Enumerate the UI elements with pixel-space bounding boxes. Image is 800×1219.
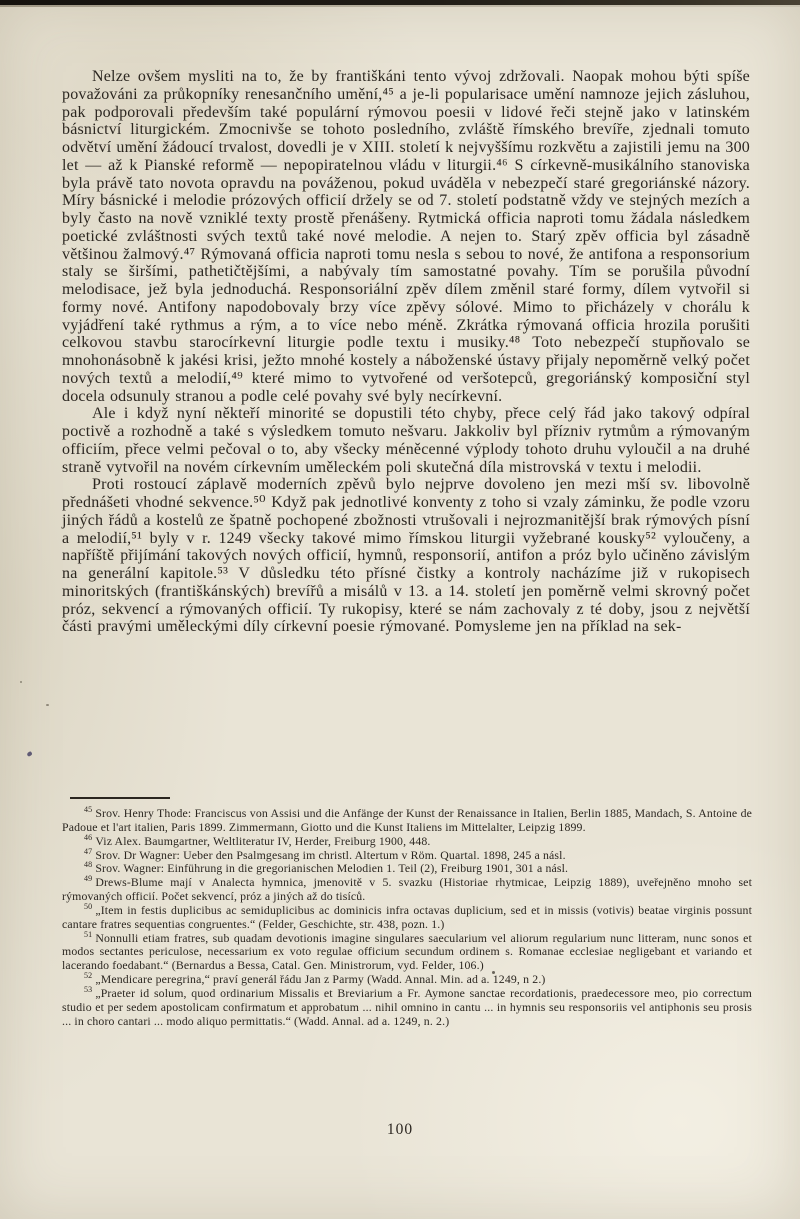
- body-paragraph-1: Nelze ovšem mysliti na to, že by františkáni tento vývoj zdržovali. Naopak mohou býti spíše považováni za průkopníky renesančního umění,⁴⁵ a je-li popularisace umění namnoze jejich zásluhou, pak podporovali především také populární rýmovou poesii v lidové řeči stejně jako v latinském básnictví liturgickém. Zmocnivše se tohoto posledního, zvláště římského brevíře, zjednali tomuto odvětví umění žádoucí trvalost, dovedli je v XIII. století k nejvyššímu rozkvětu a zajistili jemu na 300 let — až k Pianské reformě — nepopiratelnou vládu v liturgii.⁴⁶ S církevně-musikálního stanoviska byla právě tato novota opravdu na pováženou, pokud uváděla v nebezpečí staré gregoriánské názory. Míry básnické i melodie prózových officií držely se od 7. století podstatně vždy ve stejných mezích a byly často na nově vzniklé texty prostě přenášeny. Rytmická officia naproti tomu žádala následkem poetické zvláštnosti svých textů také nové melodie. A nejen to. Starý zpěv officia byl zásadně většinou žalmový.⁴⁷ Rýmovaná officia naproti tomu nesla s sebou to nové, že antifona a responsorium staly se širšími, pathetičtějšími, a nabývaly tím samostatné povahy. Tím se porušila původní melodisace, jež byla jednoduchá. Responsoriální zpěv dílem změnil staré formy, dílem vytvořil si formy nové. Antifony napodobovaly brzy více zpěvy sólové. Mimo to přicházely v chorálu k vyjádření také rythmus a rým, a to více nebo méně. Zkrátka rýmovaná officia hrozila porušiti celkovou stavbu starocírkevní liturgie podle textu i musiky.⁴⁸ Toto nebezpečí stupňovalo se mnohonásobně k jakési krisi, ježto mnohé kostely a náboženské ústavy přijaly nepoměrně velký počet nových textů a melodií,⁴⁹ které mimo to vytvořené od veršotepců, gregoriánský komposiční styl docela odsunuly stranou a podle celé povahy své byly necírkevní.: [62, 68, 750, 405]
- footnote-number: 48: [84, 860, 93, 870]
- main-text-block: [62, 68, 750, 636]
- ink-speck: [20, 681, 22, 683]
- footnote-text: Srov. Dr Wagner: Ueber den Psalmgesang im christl. Altertum v Röm. Quartal. 1898, 245 a násl.: [95, 847, 566, 862]
- footnote-text: Srov. Henry Thode: Franciscus von Assisi und die Anfänge der Kunst der Renaissance in Italien, Berlin 1885, Mandach, S. Antoine de Padoue et l'art italien, Paris 1899. Zimmermann, Giotto und die Kunst Italiens im Mittelalter, Leipzig 1899.: [62, 806, 752, 834]
- footnote-number: 50: [84, 901, 93, 911]
- footnote-50: [62, 901, 752, 932]
- page-number: 100: [386, 1121, 414, 1138]
- body-paragraph-2: Ale i když nyní někteří minorité se dopustili této chyby, přece celý řád jako takový odpíral poctivě a rozhodně a také s výsledkem tomuto nešvaru. Jakkoliv byl přízniv rytmům a rýmovaným officiím, přece velmi pečoval o to, aby všecky méněcenné výplody tohoto druhu vyloučil a na druhé straně vytvořil na novém církevním uměleckém poli skutečná díla mistrovská v textu i melodii.: [62, 405, 750, 476]
- footnote-text: Viz Alex. Baumgartner, Weltliteratur IV, Herder, Freiburg 1900, 448.: [95, 833, 431, 848]
- footnote-text: „Item in festis duplicibus ac semiduplicibus ac dominicis infra octavas duplicium, sed et in missis (votivis) beatae virginis possunt cantare fratres sequentias congruentes.“ (Felder, Geschichte, str. 438, pozn. 1.): [62, 902, 752, 931]
- footnote-number: 51: [84, 929, 93, 939]
- footnote-separator-rule: [70, 797, 170, 799]
- body-paragraph-3: Proti rostoucí záplavě moderních zpěvů bylo nejprve dovoleno jen mezi mší sv. libovolně přednášeti vhodné sekvence.⁵⁰ Když pak jednotlivé konventy z toho si vzaly záminku, že podle vzoru jiných řádů a kostelů ze špatně pochopené zbožnosti vtrušovali i nejrozmanitější brak rýmových písní a melodií,⁵¹ byly v r. 1249 všecky takové mimo římskou liturgii vyžebrané kousky⁵² vyloučeny, a napříště přijímání takových nových officií, hymnů, responsorií, antifon a próz bylo učiněno závislým na generální kapitole.⁵³ V důsledku této přísné čistky a kontroly nacházíme již v rukopisech minoritských (františkánských) brevířů a misálů v 13. a 14. století jen poměrně velmi skrovný počet próz, sekvencí a rýmovaných officií. Ty rukopisy, které se nám zachovaly z té doby, jsou z největší části pravými uměleckými díly církevní poesie rýmované. Pomysleme jen na příklad na sek-: [62, 476, 750, 636]
- footnote-53: [62, 987, 752, 1029]
- footnote-text: Nonnulli etiam fratres, sub quadam devotionis imagine singulares saecularium vel aliorum regularium nunc litteram, nunc sonos et modos sectantes periculose, necessarium ex voto regulae officium secundum ordinem s. Romanae ecclesiae negligebant et variando et lacerando foedabant.“ (Bernardus a Bessa, Catal. Gen. Ministrorum, vyd. Felder, 106.): [62, 930, 752, 973]
- footnote-45: [62, 807, 752, 835]
- footnote-number: 45: [84, 805, 93, 815]
- footnote-46: [62, 832, 752, 849]
- ink-speck: [26, 751, 32, 757]
- footnote-number: 53: [84, 985, 93, 995]
- scan-top-edge: [0, 0, 800, 5]
- footnote-number: 47: [84, 846, 93, 856]
- footnote-49: [62, 876, 752, 904]
- footnote-51: [62, 929, 752, 974]
- footnote-52: [62, 973, 752, 987]
- ink-speck: [46, 704, 49, 706]
- footnote-text: Srov. Wagner: Einführung in die gregorianischen Melodien 1. Teil (2), Freiburg 1901, 301 a násl.: [95, 861, 569, 876]
- footnote-text: „Praeter id solum, quod ordinarium Missalis et Breviarium a Fr. Aymone sanctae recordationis, praedecessore meo, pio correctum studio et per sedem apostolicam confirmatum et approbatum ... nihil omnino in cantu ... in hymnis seu responsoriis vel antiphonis seu prosis ... in choro cantari ... modo aliquo permittatis.“ (Wadd. Annal. ad a. 1249, n. 2.): [62, 985, 752, 1028]
- footnote-text: Drews-Blume mají v Analecta hymnica, jmenovitě v 5. svazku (Historiae rhytmicae, Leipzig 1889), uveřejněno mnoho set rýmovaných officií. Počet sekvencí, próz a jiných až do tisíců.: [62, 875, 752, 904]
- footnote-number: 52: [84, 971, 93, 981]
- footnotes-block: [62, 807, 752, 1029]
- footnote-text: „Mendicare peregrina,“ praví generál řádu Jan z Parmy (Wadd. Annal. Min. ad a. 1249, n 2.): [95, 972, 546, 987]
- footnote-number: 49: [84, 874, 93, 884]
- footnote-number: 46: [84, 832, 93, 842]
